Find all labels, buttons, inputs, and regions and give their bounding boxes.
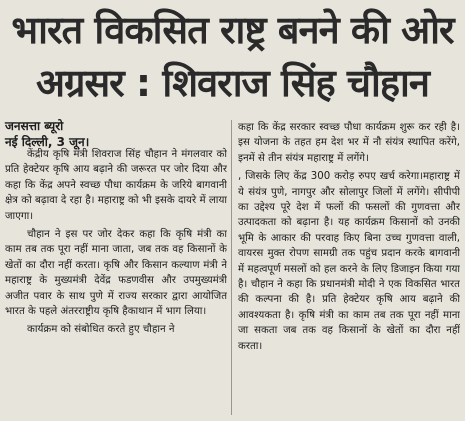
article-left-column [5, 147, 227, 419]
article-right-column [238, 120, 460, 419]
byline-dateline: नई दिल्ली, 3 जून। [5, 135, 90, 149]
byline [5, 118, 89, 150]
headline [0, 4, 465, 110]
byline-agency: जनसत्ता ब्यूरो [5, 119, 64, 133]
paragraph: कहा कि केंद्र सरकार स्वच्छ पौधा कार्यक्रम शुरू कर रही है। इस योजना के तहत हम देश भर में नौ संयंत्र स्थापित करेंगे, इनमें से तीन संयंत्र महाराष्ट्र में लगेंगे। [238, 122, 460, 164]
column-divider [231, 120, 232, 415]
paragraph: चौहान ने इस पर जोर देकर कहा कि कृषि मंत्री का काम तब तक पूरा नहीं माना जाता, जब तक वह किसानों के खेतों का दौरा नहीं करता। कृषि और किसान कल्याण मंत्री ने महाराष्ट्र के मुख्यमंत्री देवेंद्र फडणवीस और उपमुख्यमंत्री अजीत पवार के साथ पुणे में राज्य सरकार द्वारा आयोजित भारत के पहले अंतरराष्ट्रीय कृषि हैकाथान में भाग लिया। [5, 229, 227, 318]
paragraph: कार्यक्रम को संबोधित करते हुए चौहान ने [27, 324, 175, 336]
headline-line-1: भारत विकसित राष्ट्र बनने की ओर [11, 8, 454, 52]
paragraph: , जिसके लिए केंद्र 300 करोड़ रुपए खर्च करेगा।महाराष्ट्र में ये संयंत्र पुणे, नागपुर और सोलापुर जिलों में लगेंगे। सीपीपी का उद्देश्य पूरे देश में फलों की फसलों की गुणवत्ता और उत्पादकता को बढ़ाना है। यह कार्यक्रम किसानों को उनकी भूमि के आकार की परवाह किए बिना उच्च गुणवत्ता वाली, वायरस मुक्त रोपण सामग्री तक पहुंच प्रदान करके बागवानी में महत्वपूर्ण मसलों को हल करने के लिए डिजाइन किया गया है। चौहान ने कहा कि प्रधानमंत्री मोदी ने एक विकसित भारत की कल्पना की है। प्रति हेक्टेयर कृषि आय बढ़ाने की आवश्यकता है। कृषि मंत्री का काम तब तक पूरा नहीं माना जा सकता जब तक वह किसानों के खेतों का दौरा नहीं करता। [238, 171, 460, 352]
paragraph: केंद्रीय कृषि मंत्री शिवराज सिंह चौहान ने मंगलवार को प्रति हेक्टेयर कृषि आय बढ़ाने की जरूरत पर जोर दिया और कहा कि केंद्र अपने स्वच्छ पौधा कार्यक्रम के जरिये बागवानी क्षेत्र को बढ़ावा दे रहा है। महाराष्ट्र को भी इसके दायरे में लाया जाएगा। [5, 149, 227, 222]
headline-line-2: अग्रसर : शिवराज सिंह चौहान [36, 61, 429, 105]
